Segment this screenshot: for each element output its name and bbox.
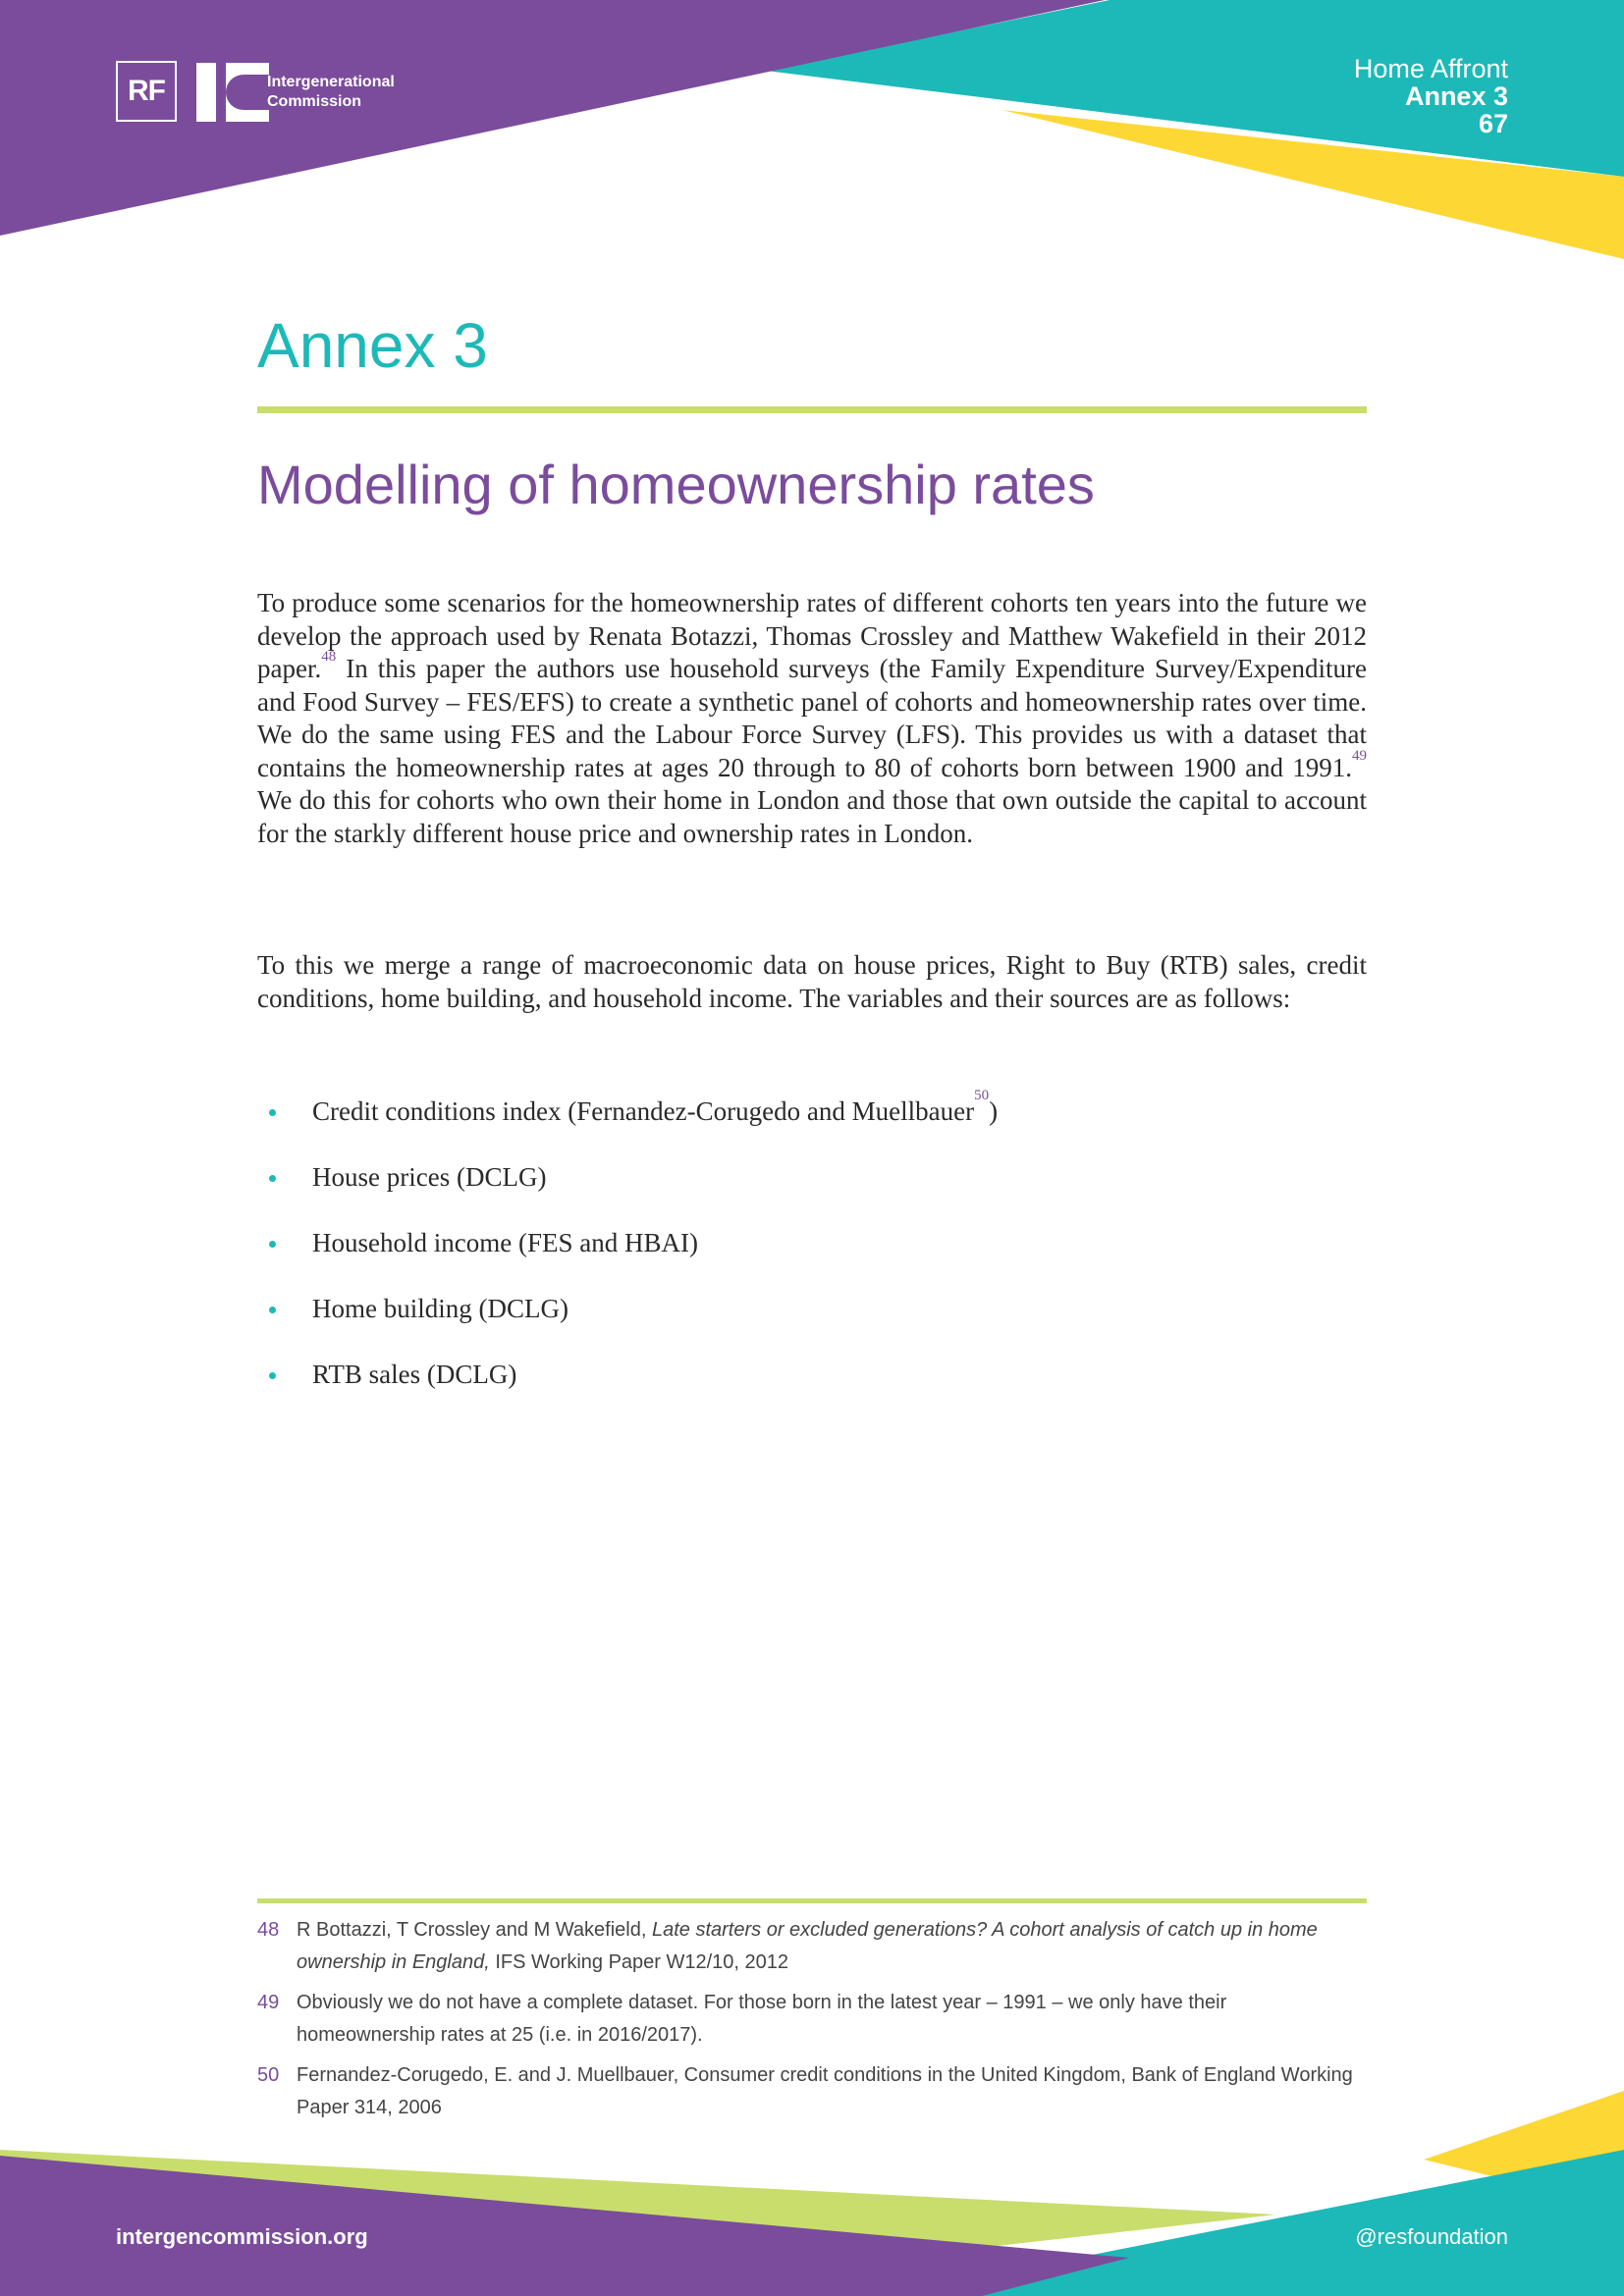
- list-item: Home building (DCLG): [257, 1289, 998, 1355]
- title-divider: [257, 406, 1367, 413]
- footnote-ref-49[interactable]: 49: [1352, 747, 1367, 764]
- list-item: Household income (FES and HBAI): [257, 1223, 998, 1289]
- footnote-48: 48 R Bottazzi, T Crossley and M Wakefield, Late starters or excluded generations? A cohort analysis of catch up in home ownership in England, IFS Working Paper W12/10, 2012: [257, 1919, 1318, 1973]
- footnote-ref-50[interactable]: 50: [974, 1088, 990, 1103]
- footer-website-link[interactable]: intergencommission.org: [116, 2224, 368, 2249]
- body-paragraph-1: To produce some scenarios for the homeownership rates of different cohorts ten years into the future we develop the approach used by Renata Botazzi, Thomas Crossley and Matthew Wakefield in their 2012 paper.$^{48}$ In this paper the authors use household surveys (the Family Expenditure Survey/Expenditure and Food Survey – FES/EFS) to create a synthetic panel of cohorts and homeownership rates over time. We do the same using FES and the Labour Force Survey (LFS). This provides us with a dataset that contains the homeownership rates at ages 20 through to 80 of cohorts born between 1900 and 1991.49 We do this for cohorts who own their home in London and those that own outside the capital to account for the starkly different house price and ownership rates in London.: [257, 588, 1367, 848]
- list-item: Credit conditions index (Fernandez-Corugedo and Muellbauer$^{50}$): [257, 1092, 998, 1157]
- footnote-ref-48[interactable]: 48: [321, 649, 337, 665]
- footnote-49: 49 Obviously we do not have a complete dataset. For those born in the latest year – 1991 – we only have their homeownership rates at 25 (i.e. in 2016/2017).: [257, 1992, 1227, 2046]
- page-number: 67: [1478, 109, 1508, 138]
- bullet-icon: [269, 1372, 276, 1379]
- running-header: [1354, 55, 1508, 137]
- section-label: Annex 3: [1404, 81, 1508, 111]
- list-item: House prices (DCLG): [257, 1157, 998, 1223]
- footnote-divider: [257, 1898, 1367, 1903]
- variables-list: [257, 1088, 999, 1420]
- footnote-50: 50 Fernandez-Corugedo, E. and J. Muellbauer, Consumer credit conditions in the United Kingdom, Bank of England Working Paper 314, 2006: [257, 2064, 1353, 2118]
- annex-title: Annex 3: [257, 310, 488, 381]
- section-title: Modelling of homeownership rates: [257, 454, 1095, 515]
- publication-title: Home Affront: [1353, 54, 1508, 83]
- rf-logo: RF: [116, 61, 177, 122]
- bullet-icon: [269, 1109, 276, 1116]
- list-item: RTB sales (DCLG): [257, 1355, 998, 1420]
- body-paragraph-2: To this we merge a range of macroeconomic data on house prices, Right to Buy (RTB) sales, credit conditions, home building, and household income. The variables and their sources are as follows:: [257, 950, 1367, 1013]
- bullet-icon: [269, 1307, 276, 1313]
- bullet-icon: [269, 1175, 276, 1182]
- footnotes: [257, 1914, 1367, 2132]
- footer-social-handle[interactable]: @resfoundation: [1355, 2224, 1508, 2249]
- intergenerational-commission-logo-text: Intergenerational Commission: [267, 74, 395, 110]
- bullet-icon: [269, 1241, 276, 1248]
